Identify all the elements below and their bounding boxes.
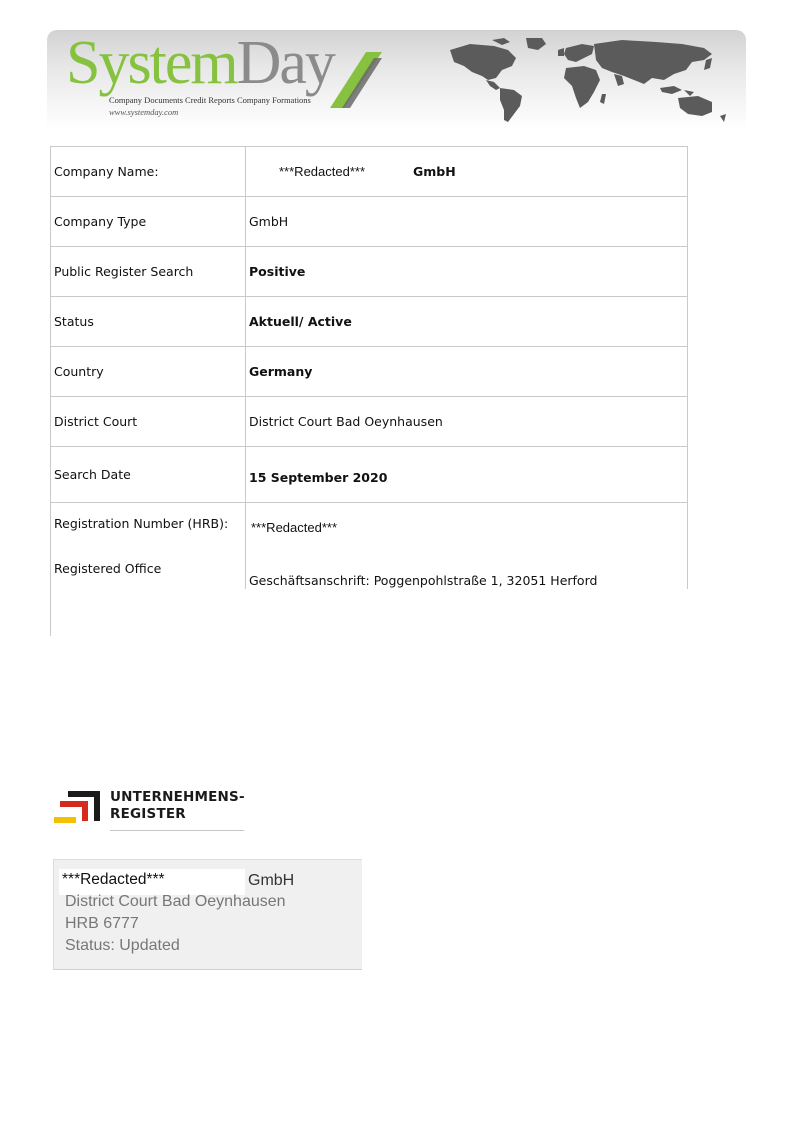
world-map-icon — [442, 36, 732, 124]
company-name-redacted: ***Redacted*** — [279, 164, 366, 179]
logo-url: www.systemday.com — [109, 107, 179, 117]
country-value: Germany — [246, 347, 688, 397]
unternehmensregister-line2: REGISTER — [110, 806, 186, 822]
company-type-value: GmbH — [246, 197, 688, 247]
district-court-label: District Court — [51, 397, 246, 447]
table-row — [51, 147, 688, 197]
public-register-search-label: Public Register Search — [51, 247, 246, 297]
unternehmensregister-line1: UNTERNEHMENS- — [110, 789, 245, 805]
table-bottom-mask — [51, 589, 691, 637]
unternehmensregister-logo — [54, 789, 244, 833]
district-court-value: District Court Bad Oeynhausen — [246, 397, 688, 447]
logo-swoosh-icon — [330, 52, 382, 108]
table-left-edge — [50, 589, 51, 636]
table-row — [51, 447, 688, 503]
unternehmensregister-wordmark — [110, 789, 245, 823]
search-date-label: Search Date — [51, 447, 246, 503]
status-label: Status — [51, 297, 246, 347]
company-name-suffix: GmbH — [413, 164, 456, 179]
company-details-table — [50, 146, 688, 595]
table-row — [51, 347, 688, 397]
header-banner — [47, 30, 746, 130]
table-row — [51, 247, 688, 297]
registration-values-cell — [246, 503, 688, 596]
register-court: District Court Bad Oeynhausen — [65, 893, 286, 910]
registration-labels-cell — [51, 503, 246, 596]
logo-day-text: Day — [236, 30, 334, 97]
register-result-card — [53, 859, 362, 970]
logo-tagline: Company Documents Credit Reports Company Formations — [109, 95, 311, 105]
status-value: Aktuell/ Active — [246, 297, 688, 347]
registration-number-value: ***Redacted*** — [251, 520, 338, 535]
table-row — [51, 503, 688, 596]
systemday-logo — [66, 30, 334, 97]
registration-number-label: Registration Number (HRB): — [54, 516, 229, 531]
public-register-search-value: Positive — [246, 247, 688, 297]
register-company-suffix: GmbH — [248, 872, 295, 889]
register-status: Status: Updated — [65, 937, 180, 954]
register-company-redacted: ***Redacted*** — [62, 871, 165, 888]
unternehmensregister-mark-icon — [54, 791, 102, 827]
company-name-value — [246, 147, 688, 197]
table-row — [51, 297, 688, 347]
country-label: Country — [51, 347, 246, 397]
company-name-label: Company Name: — [51, 147, 246, 197]
logo-divider — [110, 830, 244, 831]
search-date-value: 15 September 2020 — [246, 447, 688, 503]
table-row — [51, 197, 688, 247]
company-type-label: Company Type — [51, 197, 246, 247]
table-row — [51, 397, 688, 447]
registered-office-label: Registered Office — [54, 561, 162, 576]
registered-office-value: Geschäftsanschrift: Poggenpohlstraße 1, 32051 Herford — [249, 573, 598, 588]
register-hrb: HRB 6777 — [65, 915, 139, 932]
logo-system-text: System — [66, 30, 237, 97]
